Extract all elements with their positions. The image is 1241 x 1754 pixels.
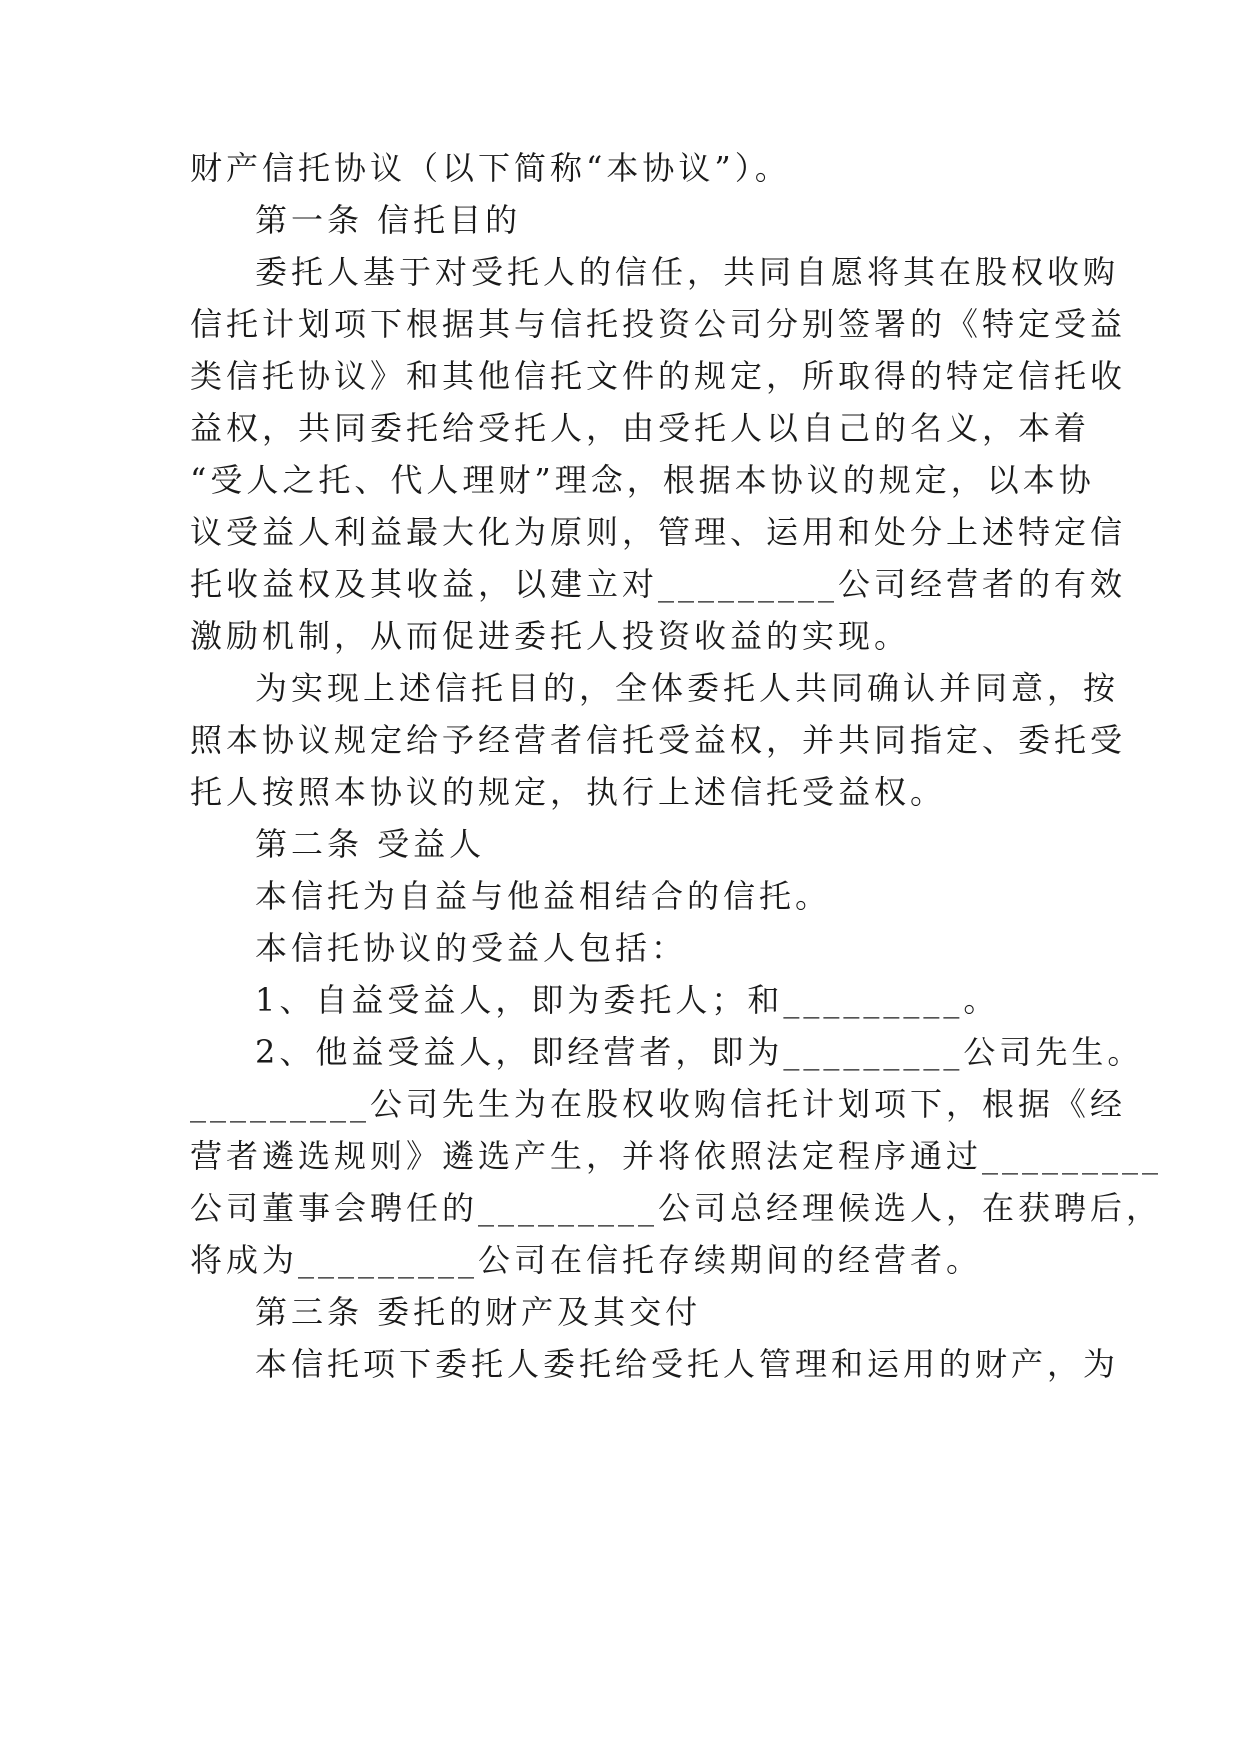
paragraph-line: 托人按照本协议的规定，执行上述信托受益权。: [190, 773, 947, 811]
paragraph-line: 本信托为自益与他益相结合的信托。: [255, 877, 832, 915]
paragraph-line: 托收益权及其收益，以建立对_________公司经营者的有效: [190, 565, 1127, 603]
paragraph-line: 将成为_________公司在信托存续期间的经营者。: [190, 1241, 983, 1279]
paragraph-line: 激励机制，从而促进委托人投资收益的实现。: [190, 617, 911, 655]
section-heading: 第一条 信托目的: [255, 201, 522, 239]
paragraph-line: 财产信托协议（以下简称“本协议”）。: [190, 149, 791, 187]
paragraph-line: 为实现上述信托目的，全体委托人共同确认并同意，按: [255, 669, 1120, 707]
paragraph-line: 信托计划项下根据其与信托投资公司分别签署的《特定受益: [190, 305, 1127, 343]
paragraph-line: “受人之托、代人理财”理念，根据本协议的规定，以本协: [190, 461, 1095, 499]
paragraph-line: 本信托协议的受益人包括：: [255, 929, 688, 967]
paragraph-line: 1、自益受益人，即为委托人；和_________。: [255, 981, 1000, 1019]
paragraph-line: 类信托协议》和其他信托文件的规定，所取得的特定信托收: [190, 357, 1127, 395]
section-heading: 第三条 委托的财产及其交付: [255, 1293, 702, 1331]
section-heading: 第二条 受益人: [255, 825, 486, 863]
paragraph-line: 公司董事会聘任的_________公司总经理候选人，在获聘后，: [190, 1189, 1163, 1227]
paragraph-line: 本信托项下委托人委托给受托人管理和运用的财产，为: [255, 1345, 1120, 1383]
paragraph-line: 委托人基于对受托人的信任，共同自愿将其在股权收购: [255, 253, 1120, 291]
paragraph-line: 营者遴选规则》遴选产生，并将依照法定程序通过_________: [190, 1137, 1163, 1175]
paragraph-line: _________公司先生为在股权收购信托计划项下，根据《经: [190, 1085, 1127, 1123]
paragraph-line: 照本协议规定给予经营者信托受益权，并共同指定、委托受: [190, 721, 1127, 759]
paragraph-line: 2、他益受益人，即经营者，即为_________公司先生。: [255, 1033, 1144, 1071]
paragraph-line: 益权，共同委托给受托人，由受托人以自己的名义，本着: [190, 409, 1091, 447]
paragraph-line: 议受益人利益最大化为原则，管理、运用和处分上述特定信: [190, 513, 1127, 551]
